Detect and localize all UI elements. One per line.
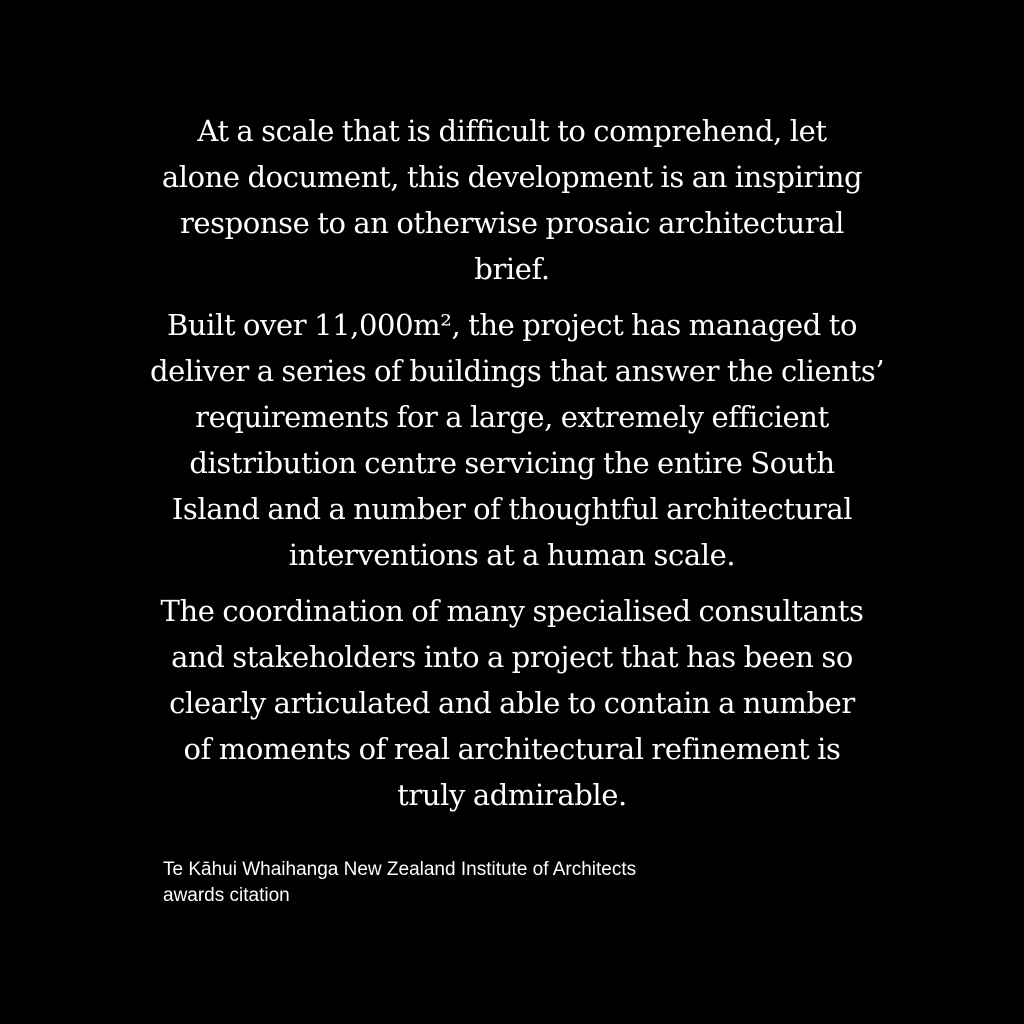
quote-line: of moments of real architectural refinement is	[183, 732, 841, 766]
citation-line: Te Kāhui Whaihanga New Zealand Institute of Architects	[163, 859, 637, 880]
quote-line: alone document, this development is an inspiring	[161, 160, 863, 194]
quote-line: deliver a series of buildings that answer the clients’	[150, 354, 885, 388]
quote-paragraph-2	[150, 302, 885, 578]
quote-line: The coordination of many specialised consultants	[160, 594, 864, 628]
quote-line: interventions at a human scale.	[288, 538, 736, 572]
quote-line: and stakeholders into a project that has been so	[171, 640, 853, 674]
quote-line: response to an otherwise prosaic architectural	[179, 206, 845, 240]
quote-line: distribution centre servicing the entire South	[189, 446, 835, 480]
quote-block	[150, 108, 885, 828]
quote-paragraph-1	[150, 108, 874, 292]
citation-line: awards citation	[163, 885, 290, 906]
quote-line: brief.	[474, 252, 550, 286]
quote-line: clearly articulated and able to contain a number	[169, 686, 855, 720]
quote-line: At a scale that is difficult to comprehend, let	[197, 114, 827, 148]
citation	[163, 857, 783, 909]
quote-paragraph-3	[150, 588, 874, 818]
quote-line: requirements for a large, extremely efficient	[195, 400, 829, 434]
quote-line: Island and a number of thoughtful architectural	[171, 492, 853, 526]
quote-line: truly admirable.	[397, 778, 627, 812]
quote-line: Built over 11,000m², the project has managed to	[166, 308, 858, 342]
